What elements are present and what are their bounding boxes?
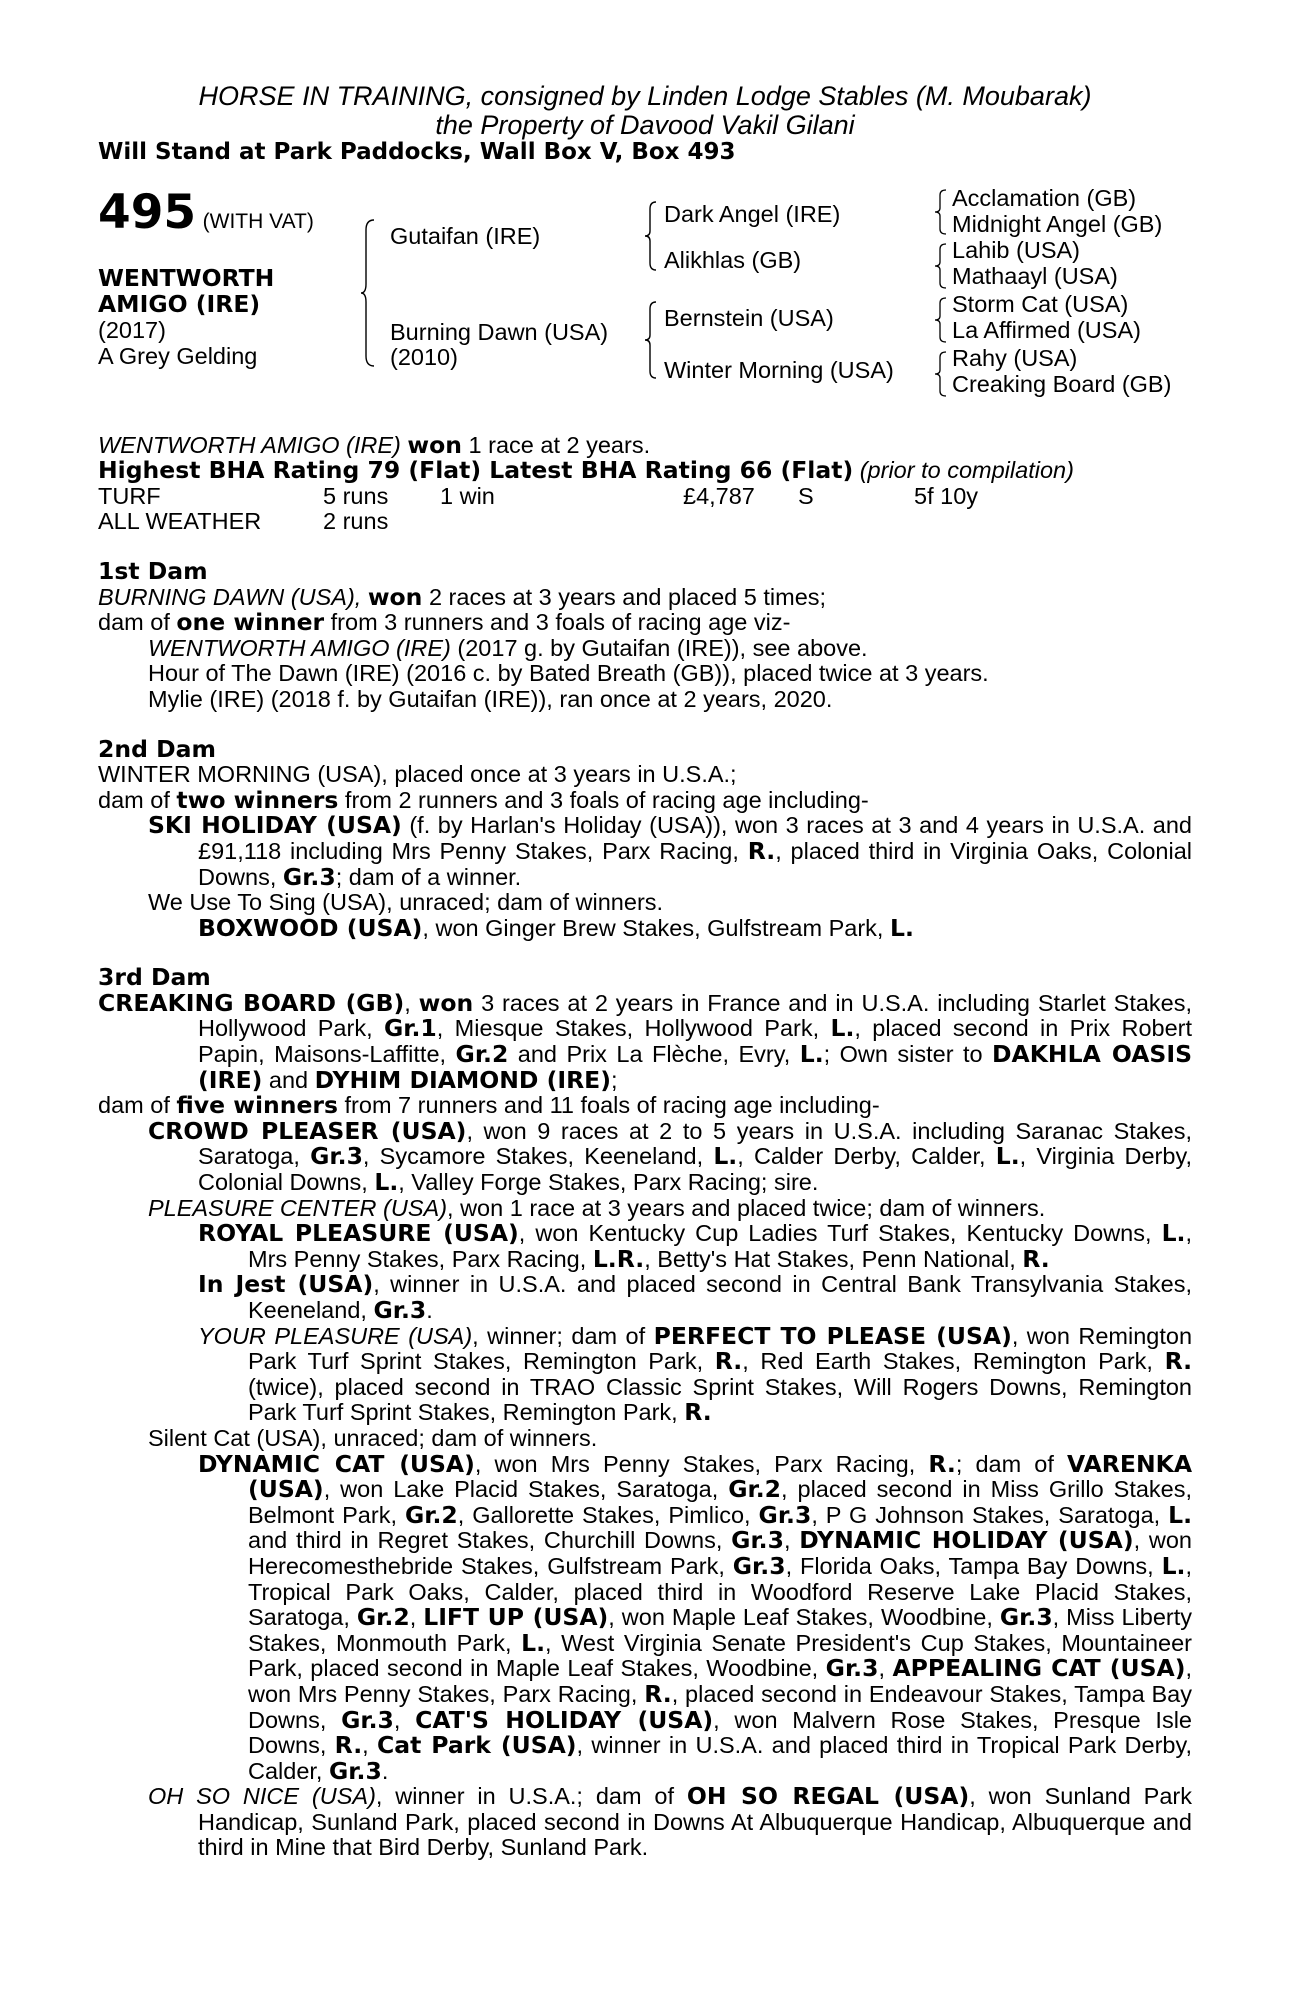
- third-dam-offspring-pleasure-center: PLEASURE CENTER (USA), won 1 race at 3 years and placed twice; dam of winners.: [148, 1194, 1046, 1221]
- horse-description: A Grey Gelding: [98, 342, 258, 369]
- second-dam-heading: 2nd Dam: [98, 734, 216, 763]
- first-dam-produce: dam of one winner from 3 runners and 3 foals of racing age viz-: [98, 608, 791, 637]
- first-dam-line: BURNING DAWN (USA), won 2 races at 3 years and placed 5 times;: [98, 582, 827, 611]
- lot-number-row: [98, 184, 314, 240]
- catalogue-page: [98, 82, 1192, 1861]
- grandoffspring-in-jest: In Jest (USA), winner in U.S.A. and placed second in Central Bank Transylvania Stakes, Keeneland, Gr.3.: [198, 1270, 1192, 1324]
- third-dam-produce: dam of five winners from 7 runners and 11 foals of racing age including-: [98, 1091, 880, 1120]
- property-line: the Property of Davood Vakil Gilani: [435, 110, 855, 140]
- sire: Gutaifan (IRE): [390, 222, 541, 249]
- second-dam-offspring-ski-holiday: SKI HOLIDAY (USA) (f. by Harlan's Holiday (USA)), won 3 races at 3 and 4 years in U.S.A. and £91,118 including Mrs Penny Stakes, Parx Racing, R., placed third in Virginia Oaks, Colonial Downs, Gr.3; dam of a winner.: [148, 811, 1193, 891]
- stat-row-all-weather: ALL WEATHER 2 runs: [98, 508, 389, 535]
- dam-sire: Bernstein (USA): [664, 304, 834, 331]
- second-dam-produce: dam of two winners from 2 runners and 3 foals of racing age including-: [98, 785, 869, 814]
- gp-dds: Rahy (USA): [952, 344, 1078, 371]
- second-dam-offspring-we-use-to-sing: We Use To Sing (USA), unraced; dam of winners.: [148, 889, 664, 916]
- sire-parents-brace: [644, 200, 662, 272]
- third-dam-heading: 3rd Dam: [98, 963, 211, 992]
- lot-number: 495: [98, 184, 197, 240]
- dam-parents-brace: [644, 300, 662, 380]
- bha-rating: Highest BHA Rating 79 (Flat) Latest BHA Rating 66 (Flat) (prior to compilation): [98, 456, 1074, 485]
- first-dam-offspring-2: Hour of The Dawn (IRE) (2016 c. by Bated Breath (GB)), placed twice at 3 years.: [148, 660, 989, 687]
- sire-sire: Dark Angel (IRE): [664, 200, 841, 227]
- stat-row-turf: TURF 5 runs 1 win £4,787 S 5f 10y: [98, 482, 979, 509]
- race-summary: WENTWORTH AMIGO (IRE) won 1 race at 2 years.: [98, 430, 651, 459]
- brace-g4: [934, 350, 952, 398]
- second-dam-grandoffspring-boxwood: BOXWOOD (USA), won Ginger Brew Stakes, Gulfstream Park, L.: [198, 913, 914, 942]
- horse-name-line2: AMIGO (IRE): [98, 289, 261, 318]
- grandoffspring-dynamic-cat: DYNAMIC CAT (USA), won Mrs Penny Stakes, Parx Racing, R.; dam of VARENKA (USA), won Lake Placid Stakes, Saratoga, Gr.2, placed second in Miss Grillo Stakes, Belmont Park, Gr.2, Gallorette Stakes, Pimlico, Gr.3, P G Johnson Stakes, Saratoga, L. and third in Regret Stakes, Churchill Downs, Gr.3, DYNAMIC HOLIDAY (USA), won Herecomesthebride Stakes, Gulfstream Park, Gr.3, Florida Oaks, Tampa Bay Downs, L., Tropical Park Oaks, Calder, placed third in Woodford Reserve Lake Placid Stakes, Saratoga, Gr.2, LIFT UP (USA), won Maple Leaf Stakes, Woodbine, Gr.3, Miss Liberty Stakes, Monmouth Park, L., West Virginia Senate President's Cup Stakes, Mountaineer Park, placed second in Maple Leaf Stakes, Woodbine, Gr.3, APPEALING CAT (USA), won Mrs Penny Stakes, Parx Racing, R., placed second in Endeavour Stakes, Tampa Bay Downs, Gr.3, CAT'S HOLIDAY (USA), won Malvern Rose Stakes, Presque Isle Downs, R., Cat Park (USA), winner in U.S.A. and placed third in Tropical Park Derby, Calder, Gr.3.: [198, 1449, 1193, 1785]
- gp-sss: Acclamation (GB): [952, 184, 1137, 211]
- third-dam-offspring-silent-cat: Silent Cat (USA), unraced; dam of winners.: [148, 1424, 598, 1451]
- grandoffspring-your-pleasure: YOUR PLEASURE (USA), winner; dam of PERFECT TO PLEASE (USA), won Remington Park Turf Sprint Stakes, Remington Park, R., Red Earth Stakes, Remington Park, R. (twice), placed second in TRAO Classic Sprint Stakes, Will Rogers Downs, Remington Park Turf Sprint Stakes, Remington Park, R.: [198, 1321, 1193, 1427]
- second-dam-line: WINTER MORNING (USA), placed once at 3 years in U.S.A.;: [98, 761, 737, 788]
- third-dam-offspring-oh-so-nice: OH SO NICE (USA), winner in U.S.A.; dam of OH SO REGAL (USA), won Sunland Park Handicap, Sunland Park, placed second in Downs At Albuquerque Handicap, Albuquerque and third in Mine that Bird Derby, Sunland Park.: [148, 1782, 1192, 1861]
- brace-g1: [934, 188, 952, 236]
- third-dam-offspring-crowd-pleaser: CROWD PLEASER (USA), won 9 races at 2 to 5 years in U.S.A. including Saranac Stakes, Saratoga, Gr.3, Sycamore Stakes, Keeneland, L., Calder Derby, Calder, L., Virginia Derby, Colonial Downs, L., Valley Forge Stakes, Parx Racing; sire.: [148, 1116, 1193, 1197]
- sire-dam-brace: [360, 218, 380, 368]
- dam: Burning Dawn (USA): [390, 318, 609, 345]
- brace-g2: [934, 242, 952, 290]
- gp-dsd: La Affirmed (USA): [952, 316, 1141, 343]
- gp-sdd: Mathaayl (USA): [952, 262, 1118, 289]
- first-dam-offspring-1: WENTWORTH AMIGO (IRE) (2017 g. by Gutaifan (IRE)), see above.: [148, 634, 868, 661]
- horse-name-line1: WENTWORTH: [98, 263, 275, 292]
- grandoffspring-royal-pleasure: ROYAL PLEASURE (USA), won Kentucky Cup Ladies Turf Stakes, Kentucky Downs, L., Mrs Penny Stakes, Parx Racing, L.R., Betty's Hat Stakes, Penn National, R.: [198, 1219, 1193, 1273]
- gp-ssd: Midnight Angel (GB): [952, 210, 1163, 237]
- gp-dss: Storm Cat (USA): [952, 290, 1129, 317]
- gp-ddd: Creaking Board (GB): [952, 370, 1172, 397]
- lot-vat: (WITH VAT): [202, 209, 314, 233]
- consignor-line: HORSE IN TRAINING, consigned by Linden Lodge Stables (M. Moubarak): [198, 81, 1092, 111]
- dam-year: (2010): [390, 343, 458, 370]
- horse-year: (2017): [98, 316, 166, 343]
- third-dam-line: CREAKING BOARD (GB), won 3 races at 2 years in France and in U.S.A. including Starlet Stakes, Hollywood Park, Gr.1, Miesque Stakes, Hollywood Park, L., placed second in Prix Robert Papin, Maisons-Laffitte, Gr.2 and Prix La Flèche, Evry, L.; Own sister to DAKHLA OASIS (IRE) and DYHIM DIAMOND (IRE);: [98, 988, 1193, 1094]
- first-dam-offspring-3: Mylie (IRE) (2018 f. by Gutaifan (IRE)), ran once at 2 years, 2020.: [148, 685, 833, 712]
- stand-line: Will Stand at Park Paddocks, Wall Box V, Box 493: [98, 139, 736, 165]
- first-dam-heading: 1st Dam: [98, 556, 208, 585]
- gp-sds: Lahib (USA): [952, 236, 1080, 263]
- dam-dam: Winter Morning (USA): [664, 356, 894, 383]
- pedigree-block: [98, 184, 1192, 423]
- brace-g3: [934, 296, 952, 344]
- sire-dam: Alikhlas (GB): [664, 246, 802, 273]
